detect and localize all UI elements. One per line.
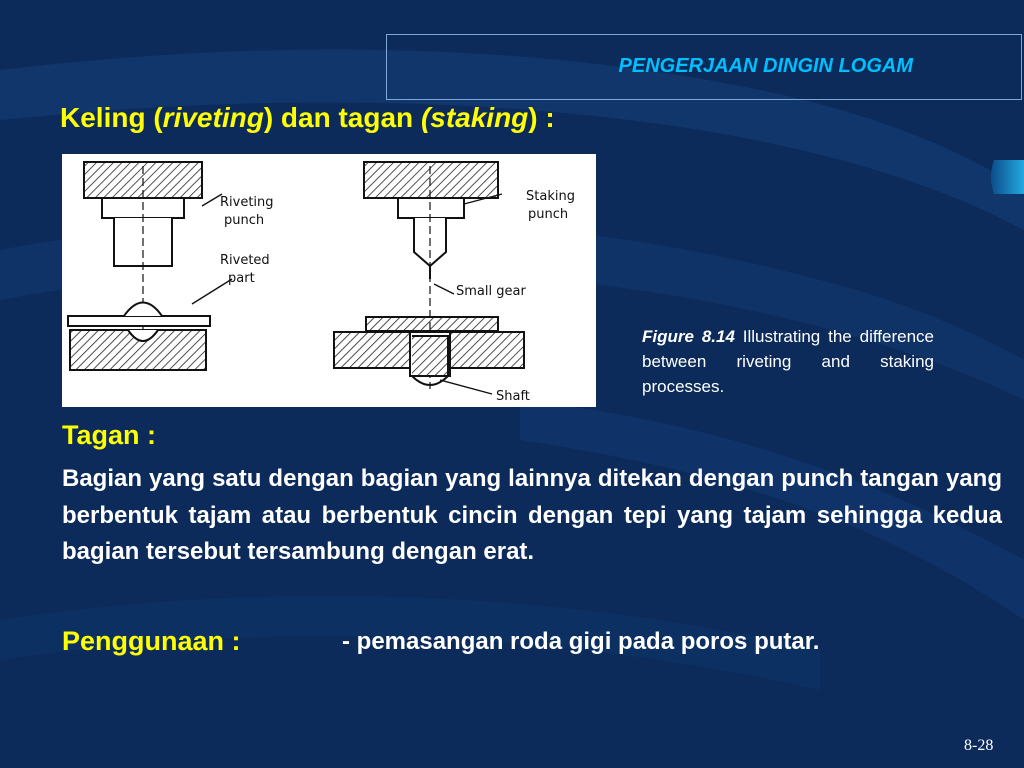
figure-caption — [642, 324, 934, 399]
side-tab-decoration — [988, 160, 1024, 194]
label-riveting-punch: punch — [224, 213, 265, 228]
usage-text: - pemasangan roda gigi pada poros putar. — [342, 628, 820, 655]
riveting-staking-figure — [62, 154, 596, 407]
label-staking: Staking — [526, 189, 575, 204]
figure-number: Figure 8.14 — [642, 327, 735, 346]
label-shaft: Shaft — [496, 389, 530, 404]
page-number: 8-28 — [964, 737, 994, 754]
banner-title: PENGERJAAN DINGIN LOGAM — [618, 55, 913, 77]
slide-heading: Keling (riveting) dan tagan (staking) : — [60, 102, 555, 133]
tagan-heading: Tagan : — [62, 420, 156, 450]
label-riveted-part: part — [228, 271, 255, 286]
label-riveting: Riveting — [220, 195, 274, 210]
label-small-gear: Small gear — [456, 284, 526, 299]
figure-caption-text: Illustrating the difference between riveting and staking processes. — [642, 327, 934, 396]
tagan-description: Bagian yang satu dengan bagian yang lainnya ditekan dengan punch tangan yang berbentuk tajam atau berbentuk cincin dengan tepi yang tajam sehingga kedua bagian tersebut tersambung dengan erat. — [62, 465, 1002, 565]
title-banner — [386, 34, 1022, 100]
label-staking-punch: punch — [528, 207, 569, 222]
usage-heading: Penggunaan : — [62, 626, 241, 656]
label-riveted: Riveted — [220, 253, 270, 268]
